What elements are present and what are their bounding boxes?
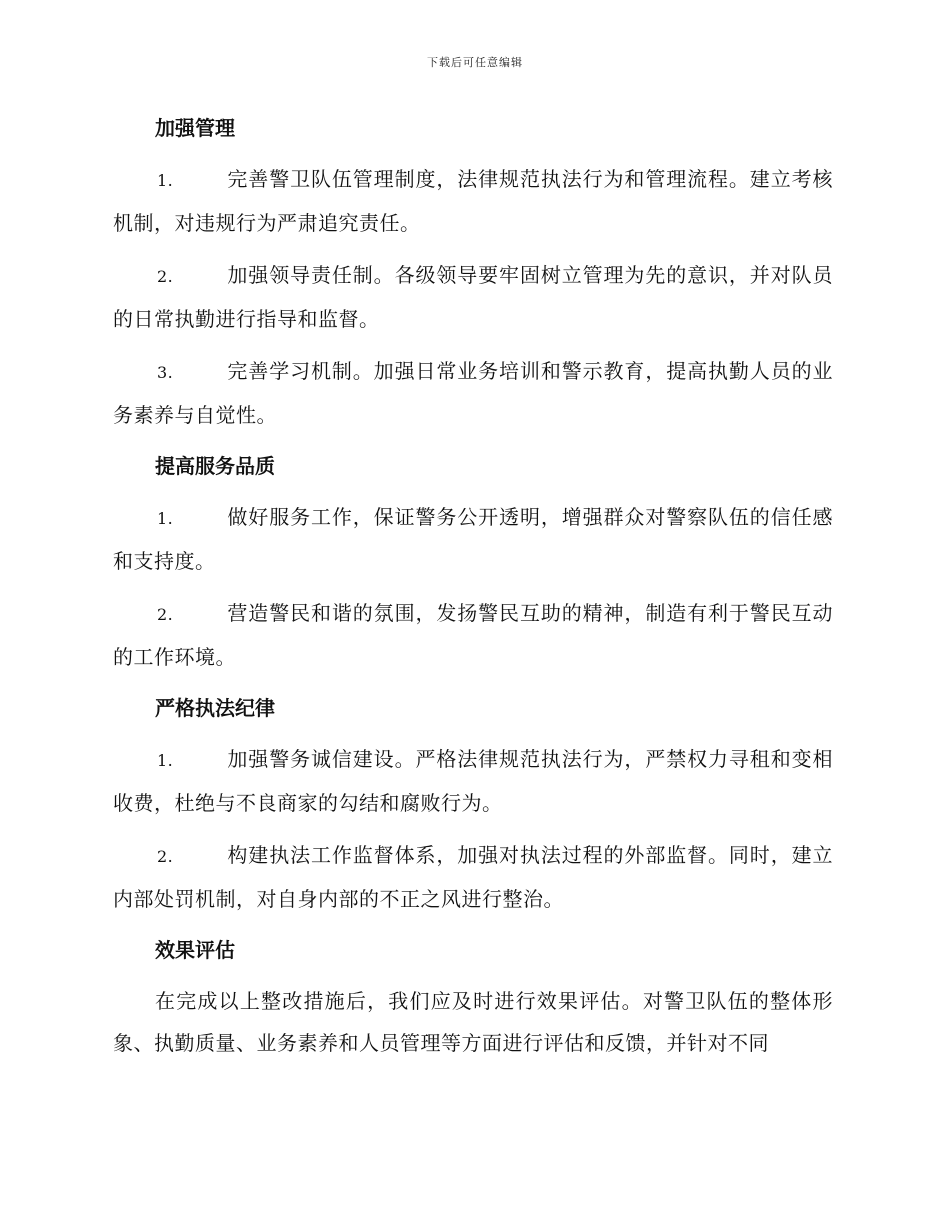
list-item-text: 加强警务诚信建设。严格法律规范执法行为，严禁权力寻租和变相收费，杜绝与不良商家的勾结和腐败行为。 <box>113 747 833 815</box>
list-item <box>113 834 833 920</box>
section-heading: 严格执法纪律 <box>155 696 275 720</box>
list-number: 2. <box>157 267 174 286</box>
document-body <box>113 108 833 1064</box>
list-item <box>113 496 833 582</box>
list-item <box>113 158 833 244</box>
list-number: 3. <box>157 363 174 382</box>
list-item-text: 加强领导责任制。各级领导要牢固树立管理为先的意识，并对队员的日常执勤进行指导和监督。 <box>113 263 833 331</box>
header-note: 下载后可任意编辑 <box>427 56 523 69</box>
section-heading: 提高服务品质 <box>155 454 275 478</box>
list-item-text: 营造警民和谐的氛围，发扬警民互助的精神，制造有利于警民互动的工作环境。 <box>113 601 833 669</box>
list-item <box>113 592 833 678</box>
list-number: 2. <box>157 605 174 624</box>
list-number: 1. <box>157 509 174 528</box>
list-item-text: 做好服务工作，保证警务公开透明，增强群众对警察队伍的信任感和支持度。 <box>113 505 833 573</box>
section-paragraph: 在完成以上整改措施后，我们应及时进行效果评估。对警卫队伍的整体形象、执勤质量、业务素养和人员管理等方面进行评估和反馈，并针对不同 <box>113 989 833 1055</box>
list-item <box>113 738 833 824</box>
section-heading: 效果评估 <box>155 938 235 962</box>
section-heading: 加强管理 <box>155 116 235 140</box>
list-number: 1. <box>157 751 174 770</box>
list-item <box>113 350 833 436</box>
list-item <box>113 254 833 340</box>
list-number: 2. <box>157 847 174 866</box>
list-number: 1. <box>157 171 174 190</box>
list-item-text: 构建执法工作监督体系，加强对执法过程的外部监督。同时，建立内部处罚机制，对自身内部的不正之风进行整治。 <box>113 843 833 911</box>
list-item-text: 完善学习机制。加强日常业务培训和警示教育，提高执勤人员的业务素养与自觉性。 <box>113 359 833 427</box>
list-item-text: 完善警卫队伍管理制度，法律规范执法行为和管理流程。建立考核机制，对违规行为严肃追究责任。 <box>113 167 833 235</box>
